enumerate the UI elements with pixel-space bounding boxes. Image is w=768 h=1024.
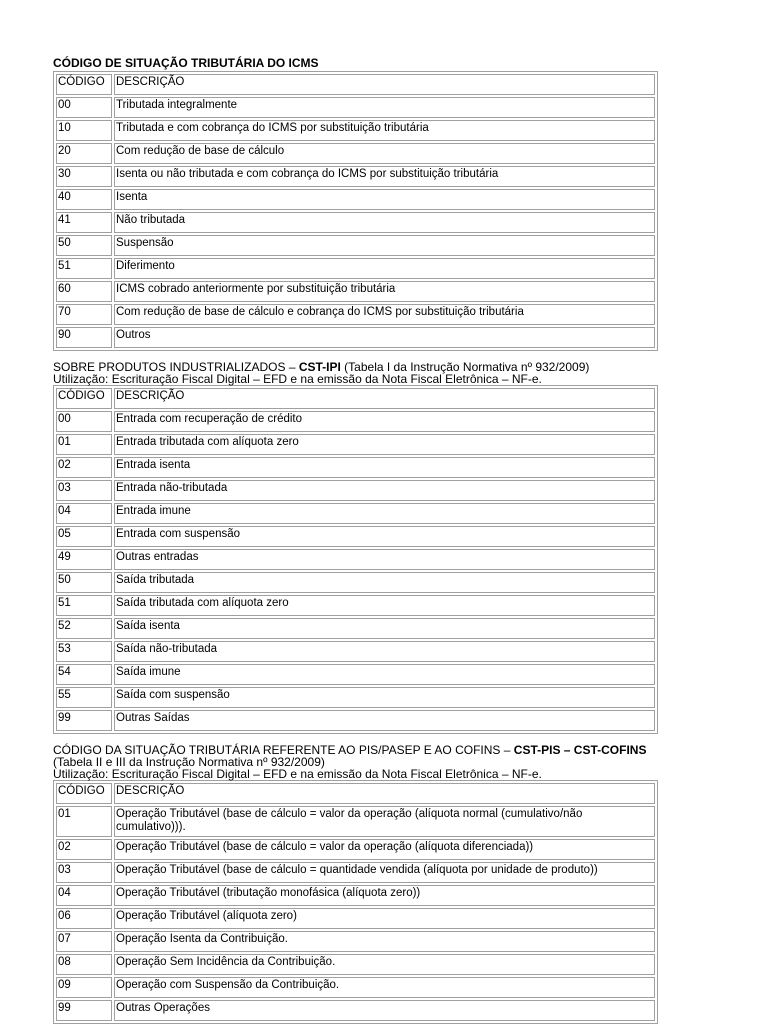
row-description-cell: Entrada isenta [114, 457, 655, 478]
row-code-cell: 01 [56, 806, 112, 837]
table-row [56, 411, 655, 432]
table-row [56, 908, 655, 929]
row-description-cell: Operação Tributável (base de cálculo = valor da operação (alíquota diferenciada)) [114, 839, 655, 860]
table-header-row [56, 388, 655, 409]
table-row [56, 931, 655, 952]
table-row [56, 235, 655, 256]
row-code-cell: 53 [56, 641, 112, 662]
table-row [56, 595, 655, 616]
table-row [56, 572, 655, 593]
table-row [56, 457, 655, 478]
table-row [56, 143, 655, 164]
row-code-cell: 52 [56, 618, 112, 639]
row-code-cell: 07 [56, 931, 112, 952]
row-code-cell: 54 [56, 664, 112, 685]
table-row [56, 664, 655, 685]
row-code-cell: 04 [56, 885, 112, 906]
table-row [56, 977, 655, 998]
row-description-cell: Saída tributada [114, 572, 655, 593]
column-header-code: CÓDIGO [56, 783, 112, 804]
row-code-cell: 55 [56, 687, 112, 708]
row-code-cell: 41 [56, 212, 112, 233]
row-code-cell: 03 [56, 480, 112, 501]
row-code-cell: 70 [56, 304, 112, 325]
table-row [56, 618, 655, 639]
table-row [56, 806, 655, 837]
ipi-usage-note: Utilização: Escrituração Fiscal Digital – EFD e na emissão da Nota Fiscal Eletrônica – NF-e. [53, 372, 542, 386]
row-code-cell: 02 [56, 457, 112, 478]
table-row [56, 885, 655, 906]
row-code-cell: 51 [56, 258, 112, 279]
ipi-intro-bold: CST-IPI [298, 360, 341, 374]
table-row [56, 549, 655, 570]
row-code-cell: 05 [56, 526, 112, 547]
row-description-cell: Saída com suspensão [114, 687, 655, 708]
row-description-cell: Operação Tributável (base de cálculo = valor da operação (alíquota normal (cumulativo/não cumulativo))). [114, 806, 655, 837]
row-code-cell: 06 [56, 908, 112, 929]
pis-cofins-table [53, 780, 658, 1024]
row-description-cell: Operação Isenta da Contribuição. [114, 931, 655, 952]
row-description-cell: Operação Sem Incidência da Contribuição. [114, 954, 655, 975]
ipi-intro-suffix: (Tabela I da Instrução Normativa nº 932/2009) [340, 360, 590, 374]
row-code-cell: 01 [56, 434, 112, 455]
row-code-cell: 40 [56, 189, 112, 210]
table-row [56, 434, 655, 455]
row-code-cell: 10 [56, 120, 112, 141]
row-description-cell: Entrada tributada com alíquota zero [114, 434, 655, 455]
column-header-description: DESCRIÇÃO [114, 74, 655, 95]
column-header-code: CÓDIGO [56, 388, 112, 409]
ipi-intro-prefix: SOBRE PRODUTOS INDUSTRIALIZADOS – [53, 360, 299, 374]
row-code-cell: 09 [56, 977, 112, 998]
row-description-cell: Saída isenta [114, 618, 655, 639]
row-description-cell: Operação Tributável (alíquota zero) [114, 908, 655, 929]
row-code-cell: 30 [56, 166, 112, 187]
row-code-cell: 00 [56, 411, 112, 432]
table-row [56, 862, 655, 883]
row-code-cell: 51 [56, 595, 112, 616]
table-row [56, 327, 655, 348]
table-row [56, 526, 655, 547]
row-description-cell: Saída tributada com alíquota zero [114, 595, 655, 616]
row-description-cell: Saída não-tributada [114, 641, 655, 662]
row-description-cell: Operação com Suspensão da Contribuição. [114, 977, 655, 998]
icms-section-title: CÓDIGO DE SITUAÇÃO TRIBUTÁRIA DO ICMS [53, 56, 319, 70]
table-row [56, 687, 655, 708]
pis-cofins-section-intro [53, 744, 660, 768]
ipi-table [53, 385, 658, 734]
row-description-cell: Isenta ou não tributada e com cobrança do ICMS por substituição tributária [114, 166, 655, 187]
row-code-cell: 08 [56, 954, 112, 975]
table-row [56, 258, 655, 279]
table-row [56, 710, 655, 731]
table-row [56, 480, 655, 501]
table-row [56, 97, 655, 118]
table-row [56, 166, 655, 187]
row-code-cell: 60 [56, 281, 112, 302]
table-row [56, 120, 655, 141]
table-row [56, 304, 655, 325]
row-code-cell: 04 [56, 503, 112, 524]
table-row [56, 503, 655, 524]
row-description-cell: Não tributada [114, 212, 655, 233]
row-description-cell: Operação Tributável (base de cálculo = quantidade vendida (alíquota por unidade de produto)) [114, 862, 655, 883]
row-code-cell: 02 [56, 839, 112, 860]
row-description-cell: Outros [114, 327, 655, 348]
row-description-cell: Tributada e com cobrança do ICMS por substituição tributária [114, 120, 655, 141]
row-code-cell: 90 [56, 327, 112, 348]
document-page [53, 56, 660, 1024]
row-description-cell: Tributada integralmente [114, 97, 655, 118]
table-row [56, 212, 655, 233]
row-description-cell: Isenta [114, 189, 655, 210]
pis-cofins-usage-note: Utilização: Escrituração Fiscal Digital – EFD e na emissão da Nota Fiscal Eletrônica – NF-e. [53, 767, 542, 781]
column-header-description: DESCRIÇÃO [114, 388, 655, 409]
row-code-cell: 20 [56, 143, 112, 164]
table-row [56, 641, 655, 662]
row-code-cell: 49 [56, 549, 112, 570]
pis-intro-bold: CST-PIS – CST-COFINS [513, 743, 647, 757]
row-description-cell: Suspensão [114, 235, 655, 256]
table-header-row [56, 783, 655, 804]
row-code-cell: 99 [56, 710, 112, 731]
pis-intro-prefix: CÓDIGO DA SITUAÇÃO TRIBUTÁRIA REFERENTE AO PIS/PASEP E AO COFINS – [53, 743, 514, 757]
row-description-cell: Saída imune [114, 664, 655, 685]
row-description-cell: Entrada com suspensão [114, 526, 655, 547]
table-row [56, 281, 655, 302]
column-header-code: CÓDIGO [56, 74, 112, 95]
table-row [56, 839, 655, 860]
pis-intro-suffix: (Tabela II e III da Instrução Normativa nº 932/2009) [53, 755, 325, 769]
row-description-cell: Outras Operações [114, 1000, 655, 1021]
row-description-cell: Entrada não-tributada [114, 480, 655, 501]
row-description-cell: Com redução de base de cálculo e cobrança do ICMS por substituição tributária [114, 304, 655, 325]
table-header-row [56, 74, 655, 95]
row-code-cell: 99 [56, 1000, 112, 1021]
row-code-cell: 50 [56, 235, 112, 256]
table-row [56, 1000, 655, 1021]
row-description-cell: Outras Saídas [114, 710, 655, 731]
row-description-cell: Diferimento [114, 258, 655, 279]
icms-table [53, 71, 658, 351]
row-description-cell: Outras entradas [114, 549, 655, 570]
row-description-cell: Operação Tributável (tributação monofásica (alíquota zero)) [114, 885, 655, 906]
row-description-cell: Entrada imune [114, 503, 655, 524]
row-code-cell: 00 [56, 97, 112, 118]
row-code-cell: 50 [56, 572, 112, 593]
table-row [56, 189, 655, 210]
column-header-description: DESCRIÇÃO [114, 783, 655, 804]
row-description-cell: Entrada com recuperação de crédito [114, 411, 655, 432]
row-code-cell: 03 [56, 862, 112, 883]
row-description-cell: Com redução de base de cálculo [114, 143, 655, 164]
table-row [56, 954, 655, 975]
row-description-cell: ICMS cobrado anteriormente por substituição tributária [114, 281, 655, 302]
